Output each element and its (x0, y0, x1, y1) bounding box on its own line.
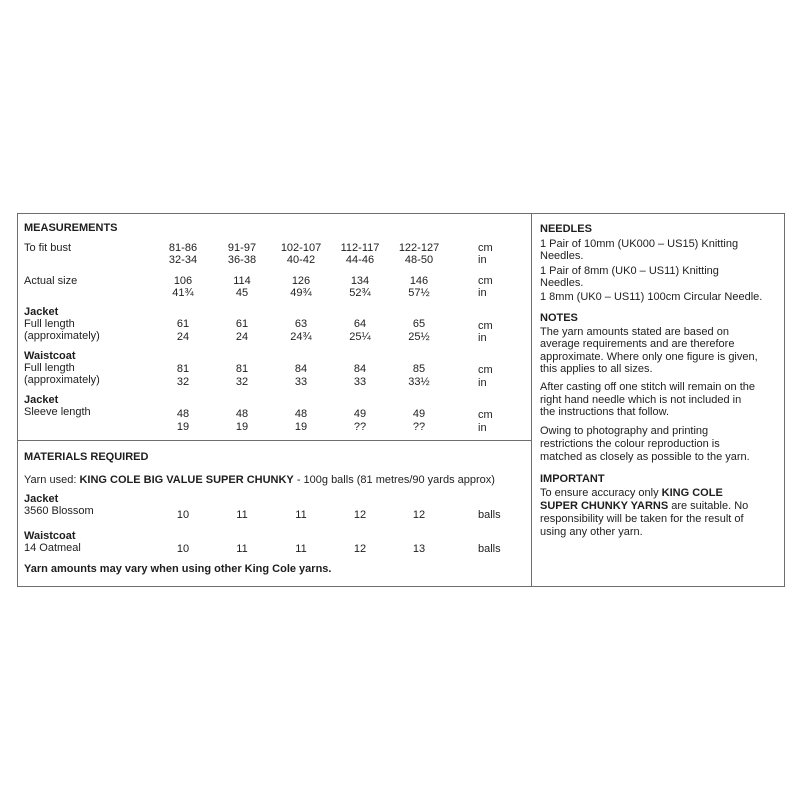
ball-count: 10 (176, 509, 190, 521)
size-value: 24 (176, 331, 190, 343)
size-value: 91-97 (227, 242, 257, 254)
yarn-colour-label: 3560 Blossom (24, 505, 94, 517)
unit-label: in (478, 332, 487, 344)
yarn-used-line (24, 474, 495, 486)
size-value: 57½ (408, 287, 430, 299)
size-value: 48 (235, 408, 249, 420)
unit-label: cm (478, 364, 493, 376)
garment-group-label: Jacket (24, 394, 59, 406)
size-value: 24¾ (290, 331, 312, 343)
needles-heading: NEEDLES (540, 223, 592, 235)
needles-line: 1 Pair of 10mm (UK000 – US15) Knitting (540, 238, 739, 250)
size-value: 19 (294, 421, 308, 433)
row-label: Full length (24, 318, 75, 330)
notes-line: average requirements and are therefore (540, 338, 735, 350)
yarn-colour-label: 14 Oatmeal (24, 542, 81, 554)
yarn-used-prefix: Yarn used: (24, 474, 80, 486)
size-value: 32-34 (168, 254, 198, 266)
size-value: 32 (235, 376, 249, 388)
size-value: ?? (412, 421, 426, 433)
notes-heading: NOTES (540, 312, 578, 324)
notes-line: this applies to all sizes. (540, 363, 653, 375)
row-label: To fit bust (24, 242, 72, 254)
important-line (540, 500, 748, 512)
important-brand: SUPER CHUNKY YARNS (540, 500, 669, 512)
garment-group-label: Waistcoat (24, 530, 76, 542)
needles-line: 1 Pair of 8mm (UK0 – US11) Knitting (540, 265, 719, 277)
unit-label: balls (478, 509, 501, 521)
ball-count: 13 (412, 543, 426, 555)
size-value: ?? (353, 421, 367, 433)
size-value: 85 (412, 363, 426, 375)
size-value: 84 (294, 363, 308, 375)
size-value: 146 (409, 275, 429, 287)
ball-count: 12 (412, 509, 426, 521)
size-value: 49 (353, 408, 367, 420)
notes-line: matched as closely as possible to the yarn. (540, 451, 750, 463)
notes-line: Owing to photography and printing (540, 425, 709, 437)
size-value: 65 (412, 318, 426, 330)
yarn-used-suffix: - 100g balls (81 metres/90 yards approx) (293, 474, 495, 486)
unit-label: cm (478, 275, 493, 287)
unit-label: in (478, 287, 487, 299)
row-label: Full length (24, 362, 75, 374)
size-value: 61 (176, 318, 190, 330)
ball-count: 10 (176, 543, 190, 555)
ball-count: 12 (353, 509, 367, 521)
size-value: 24 (235, 331, 249, 343)
size-value: 40-42 (286, 254, 316, 266)
row-label: (approximately) (24, 330, 100, 342)
unit-label: cm (478, 409, 493, 421)
measurements-heading: MEASUREMENTS (24, 222, 118, 234)
size-value: 25¼ (349, 331, 371, 343)
notes-line: right hand needle which is not included in (540, 394, 742, 406)
size-value: 48 (294, 408, 308, 420)
materials-heading: MATERIALS REQUIRED (24, 451, 149, 463)
size-value: 134 (350, 275, 370, 287)
yarn-name: KING COLE BIG VALUE SUPER CHUNKY (79, 474, 294, 486)
important-line: responsibility will be taken for the result of (540, 513, 744, 525)
size-value: 48-50 (404, 254, 434, 266)
size-value: 33½ (408, 376, 430, 388)
ball-count: 11 (236, 509, 248, 521)
size-value: 81 (235, 363, 249, 375)
unit-label: balls (478, 543, 501, 555)
size-value: 36-38 (227, 254, 257, 266)
size-value: 19 (235, 421, 249, 433)
important-line (540, 487, 723, 499)
size-value: 49 (412, 408, 426, 420)
important-text: To ensure accuracy only (540, 487, 662, 499)
section-divider (17, 440, 532, 441)
ball-count: 12 (353, 543, 367, 555)
size-value: 32 (176, 376, 190, 388)
size-value: 112-117 (340, 242, 380, 254)
important-text: are suitable. No (668, 500, 749, 512)
column-divider (531, 213, 532, 587)
row-label: Actual size (24, 275, 78, 287)
size-value: 114 (233, 275, 251, 287)
important-line: using any other yarn. (540, 526, 643, 538)
size-value: 61 (235, 318, 249, 330)
garment-group-label: Jacket (24, 306, 59, 318)
size-value: 52¾ (349, 287, 371, 299)
ball-count: 11 (295, 543, 307, 555)
size-value: 33 (294, 376, 308, 388)
unit-label: cm (478, 320, 493, 332)
size-value: 122-127 (398, 242, 440, 254)
size-value: 48 (176, 408, 190, 420)
unit-label: in (478, 254, 487, 266)
size-value: 44-46 (345, 254, 375, 266)
size-value: 64 (353, 318, 367, 330)
row-label: (approximately) (24, 374, 100, 386)
size-value: 19 (176, 421, 190, 433)
unit-label: in (478, 377, 487, 389)
size-value: 41¾ (172, 287, 194, 299)
size-value: 106 (173, 275, 193, 287)
yarn-note: Yarn amounts may vary when using other King Cole yarns. (24, 563, 332, 575)
needles-line: Needles. (540, 277, 584, 289)
important-brand: KING COLE (661, 487, 723, 499)
size-value: 49¾ (290, 287, 312, 299)
notes-line: The yarn amounts stated are based on (540, 326, 729, 338)
unit-label: cm (478, 242, 493, 254)
size-value: 126 (291, 275, 311, 287)
size-value: 81-86 (168, 242, 198, 254)
garment-group-label: Jacket (24, 493, 59, 505)
garment-group-label: Waistcoat (24, 350, 76, 362)
size-value: 33 (353, 376, 367, 388)
important-heading: IMPORTANT (540, 473, 605, 485)
ball-count: 11 (295, 509, 307, 521)
notes-line: the instructions that follow. (540, 406, 670, 418)
size-value: 102-107 (280, 242, 322, 254)
row-label: Sleeve length (24, 406, 91, 418)
needles-line: 1 8mm (UK0 – US11) 100cm Circular Needle. (540, 291, 763, 303)
notes-line: restrictions the colour reproduction is (540, 438, 720, 450)
notes-line: After casting off one stitch will remain on the (540, 381, 756, 393)
ball-count: 11 (236, 543, 248, 555)
notes-line: approximate. Where only one figure is given, (540, 351, 758, 363)
size-value: 81 (176, 363, 190, 375)
size-value: 63 (294, 318, 308, 330)
needles-line: Needles. (540, 250, 584, 262)
size-value: 45 (235, 287, 249, 299)
unit-label: in (478, 422, 487, 434)
size-value: 25½ (408, 331, 430, 343)
size-value: 84 (353, 363, 367, 375)
